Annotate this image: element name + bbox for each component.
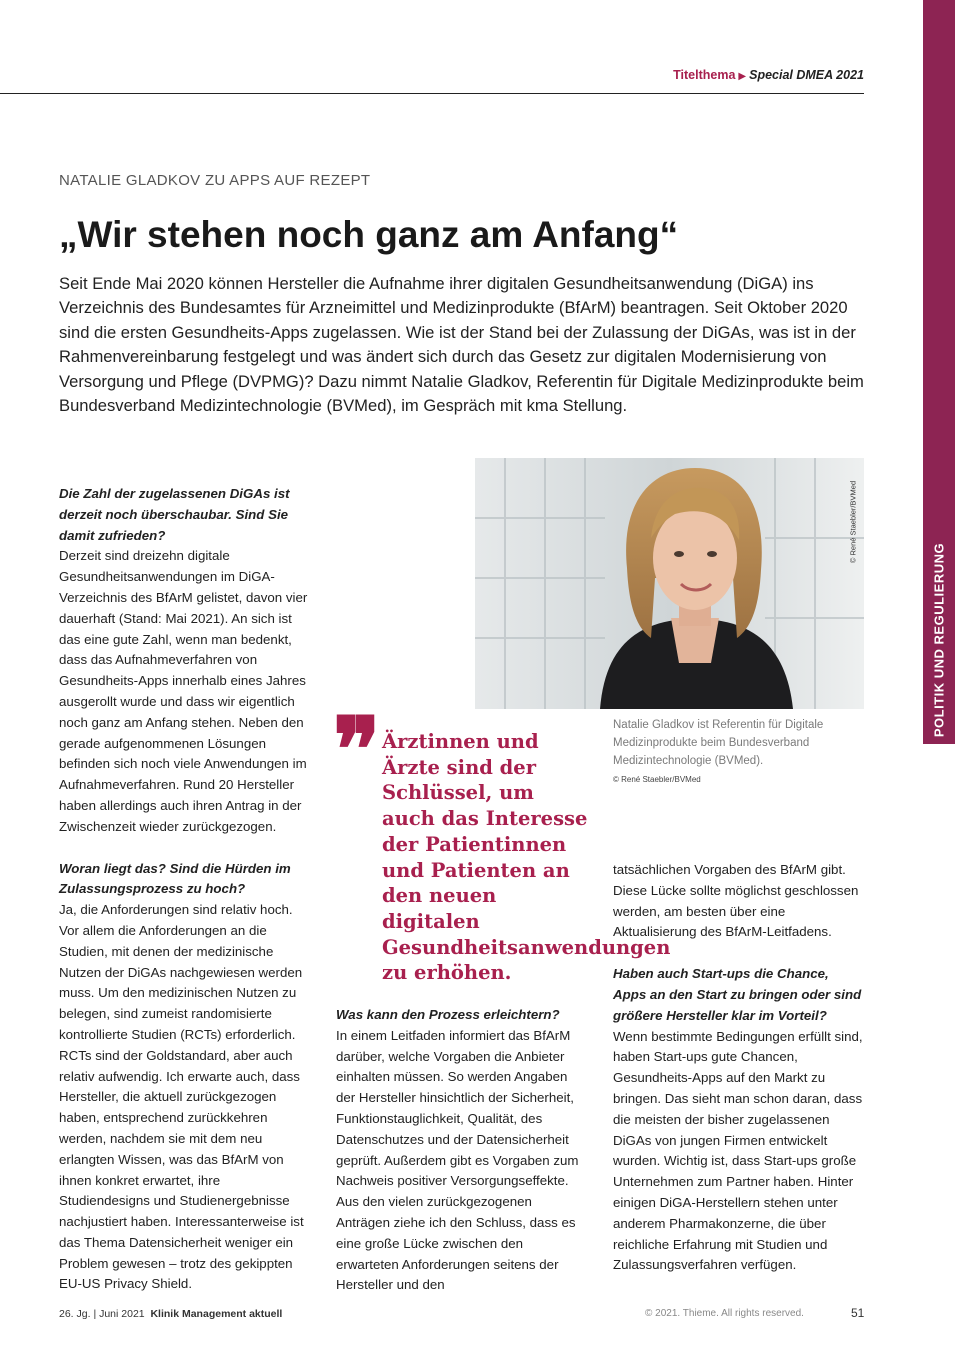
column-2 [336, 1005, 588, 1296]
portrait-image [475, 458, 864, 709]
issue-label: 26. Jg. | Juni 2021 [59, 1308, 145, 1320]
side-tab-label: POLITIK UND REGULIERUNG [931, 542, 947, 738]
header-rule [0, 93, 864, 94]
question: Die Zahl der zugelassenen DiGAs ist derzeit noch überschaubar. Sind Sie damit zufrieden? [59, 486, 290, 543]
headline: „Wir stehen noch ganz am Anfang“ [59, 214, 679, 255]
answer: Derzeit sind dreizehn digitale Gesundheitsanwendungen im DiGA-Verzeichnis des BfArM gelistet, davon vier dauerhaft (Stand: Mai 2021). An sich ist das eine gute Zahl, wenn man bedenkt, dass das Aufnahmeverfahren von Gesundheits-Apps innerhalb eines Jahres ausgerollt wurde und dass wir eigentlich noch ganz am Anfang stehen. Neben den gerade aufgenommenen Lösungen befinden sich noch viele Anwendungen im Aufnahmeverfahren. Rund 20 Hersteller haben allerdings auch ihren Antrag in der Zwischenzeit wieder zurückgezogen. [59, 548, 308, 834]
running-header [0, 68, 864, 82]
column-1 [59, 484, 309, 1295]
quote-mark-icon: ❞ [333, 697, 381, 801]
section-label: Titelthema [673, 68, 736, 82]
question: Was kann den Prozess erleichtern? [336, 1007, 560, 1022]
kicker: NATALIE GLADKOV ZU APPS AUF REZEPT [59, 172, 371, 189]
magazine-name: Klinik Management aktuell [150, 1308, 283, 1320]
footer-copyright: © 2021. Thieme. All rights reserved. [645, 1308, 804, 1319]
section-side-tab [923, 0, 955, 744]
column-3 [613, 860, 865, 1276]
topic-label: Special DMEA 2021 [749, 68, 864, 82]
caption-credit: © René Staebler/BVMed [613, 775, 701, 784]
triangle-right-icon: ▶ [738, 71, 747, 82]
answer: Ja, die Anforderungen sind relativ hoch. Vor allem die Anforderungen an die Studien, mit denen der medizinische Nutzen der DiGAs nachgewiesen werden muss. Um den medizinischen Nutzen zu belegen, sind zumeist randomisierte kontrollierte Studien (RCTs) erforderlich. RCTs sind der Goldstandard, aber auch relativ aufwendig. Ich erwarte auch, dass Hersteller, die aktuell zurückgezogen haben, entsprechend zurückkehren werden, nachdem sie mit dem neu erlangten Wissen, was das BfArM von ihnen konkret erwartet, ihre Studiendesigns und Studienergebnisse nachjustiert haben. Interessanterweise ist das Thema Datensicherheit weniger ein Problem gewesen – trotz des gekippten EU-US Privacy Shield. [59, 902, 304, 1292]
lead-paragraph: Seit Ende Mai 2020 können Hersteller die Aufnahme ihrer digitalen Gesundheitsanwendung (DiGA) ins Verzeichnis des Bundesamtes für Arzneimittel und Medizinprodukte (BfArM) beantragen. Seit Oktober 2020 sind die ersten Gesundheits-Apps zugelassen. Wie ist der Stand bei der Zulassung der DiGAs, was ist in der Rahmenvereinbarung festgelegt und was ändert sich durch das Gesetz zur digitalen Modernisierung von Versorgung und Pflege (DVPMG)? Dazu nimmt Natalie Gladkov, Referentin für Digitale Medizinprodukte beim Bundesverband Medizintechnologie (BVMed), im Gespräch mit kma Stellung. [59, 274, 864, 416]
footer-issue [59, 1308, 282, 1320]
pull-quote: Ärztinnen und Ärzte sind der Schlüssel, um auch das Interesse der Patientinnen und Patienten an den neuen digitalen Gesundheitsanwendungen zu erhöhen. [382, 730, 671, 985]
question: Woran liegt das? Sind die Hürden im Zulassungsprozess zu hoch? [59, 860, 291, 897]
answer: In einem Leitfaden informiert das BfArM darüber, welche Vorgaben die Anbieter einhalten müssen. So werden Angaben der Hersteller hinsichtlich der Sicherheit, Funktionstauglichkeit, Qualität, des Datenschutzes und der Datensicherheit geprüft. Außerdem gibt es Vorgaben zum Nachweis positiver Versorgungseffekte. Aus den vielen zurückgezogenen Anträgen ziehe ich den Schluss, dass es eine große Lücke zwischen den erwarteten Anforderungen seitens der Hersteller und den [336, 1027, 579, 1293]
portrait-photo [475, 458, 864, 709]
photo-credit-vertical: © René Staebler/BVMed [848, 480, 858, 564]
answer-continued: tatsächlichen Vorgaben des BfArM gibt. Diese Lücke sollte möglichst geschlossen werden, am besten über eine Aktualisierung des BfArM-Leitfadens. [613, 862, 859, 940]
photo-caption: Natalie Gladkov ist Referentin für Digitale Medizinprodukte beim Bundesverband Medizintechnologie (BVMed). [613, 719, 824, 767]
page-number: 51 [851, 1306, 865, 1320]
answer: Wenn bestimmte Bedingungen erfüllt sind, haben Start-ups gute Chancen, Gesundheits-Apps auf den Markt zu bringen. Das sieht man schon daran, dass die meisten der bisher zugelassenen DiGAs von jungen Firmen entwickelt wurden. Wichtig ist, dass Start-ups große Unternehmen zum Partner haben. Hinter einigen DiGA-Herstellern stehen unter anderem Pharmakonzerne, die über reichliche Erfahrung mit Studien und Zulassungsverfahren verfügen. [613, 1028, 863, 1273]
question: Haben auch Start-ups die Chance, Apps an den Start zu bringen oder sind größere Hersteller klar im Vorteil? [613, 966, 862, 1023]
